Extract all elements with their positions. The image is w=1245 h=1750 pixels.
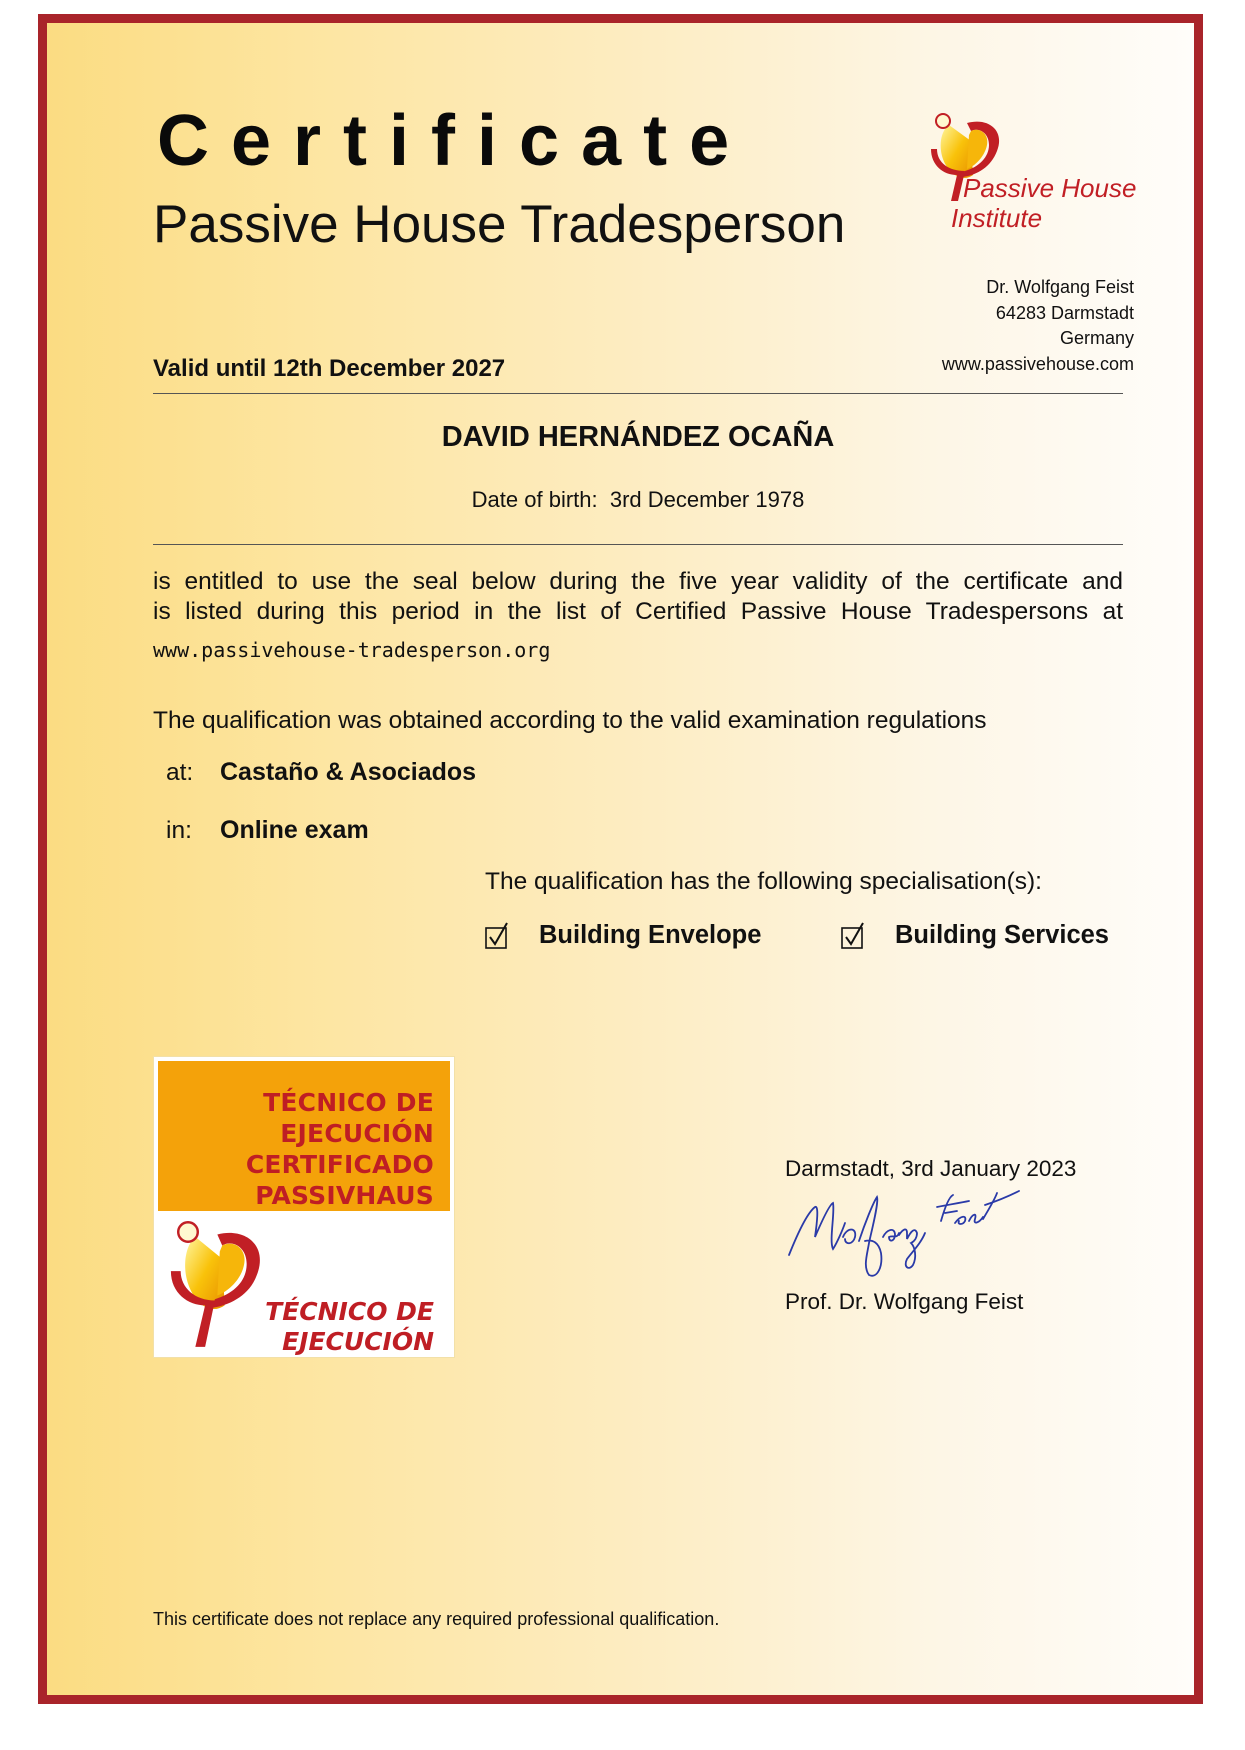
entitlement-line-2: is listed during this period in the list of Certified Passive House Tradespersons at — [153, 598, 1123, 625]
specialisation-label: Building Envelope — [539, 921, 762, 949]
specialisation-intro: The qualification has the following specialisation(s): — [485, 868, 1042, 895]
seal-bottom-line2: EJECUCIÓN — [282, 1327, 434, 1356]
seal-logo-icon — [166, 1217, 276, 1357]
seal-header-text — [158, 1087, 434, 1211]
certificate-page — [38, 14, 1203, 1704]
tradesperson-seal — [154, 1057, 454, 1357]
seal-header — [158, 1061, 450, 1211]
seal-title-line3: PASSIVHAUS — [255, 1181, 434, 1210]
issuer-name: Dr. Wolfgang Feist — [986, 277, 1134, 297]
checkbox-checked-icon — [841, 922, 867, 950]
specialisation-building-envelope — [485, 921, 761, 950]
place-and-date: Darmstadt, 3rd January 2023 — [785, 1156, 1077, 1181]
certificate-subtitle: Passive House Tradesperson — [153, 195, 846, 254]
signer-name: Prof. Dr. Wolfgang Feist — [785, 1289, 1024, 1314]
issuer-city: 64283 Darmstadt — [995, 302, 1134, 323]
logo-text-line2: Institute — [951, 203, 1043, 233]
footer-disclaimer: This certificate does not replace any required professional qualification. — [153, 1609, 720, 1629]
in-label: in: — [166, 817, 192, 844]
seal-footer-text — [265, 1297, 434, 1357]
holder-name: DAVID HERNÁNDEZ OCAÑA — [441, 421, 835, 453]
registry-url: www.passivehouse-tradesperson.org — [153, 638, 551, 662]
at-label: at: — [166, 759, 194, 786]
divider-middle — [153, 544, 1123, 545]
checkbox-checked-icon — [485, 922, 511, 950]
dob-value: 3rd December 1978 — [609, 487, 805, 512]
logo-text-line1: Passive House — [963, 173, 1137, 203]
issuer-website: www.passivehouse.com — [941, 353, 1134, 374]
passive-house-institute-logo — [927, 113, 1167, 243]
qualification-statement: The qualification was obtained according to the valid examination regulations — [153, 707, 987, 734]
exam-provider: Castaño & Asociados — [220, 758, 477, 786]
dob-label: Date of birth: — [471, 487, 598, 512]
entitlement-line-1: is entitled to use the seal below during the five year validity of the certificate and — [153, 568, 1123, 595]
exam-type: Online exam — [220, 816, 369, 844]
certificate-title: Certificate — [157, 101, 752, 181]
seal-title-line1: TÉCNICO DE EJECUCIÓN — [263, 1088, 434, 1148]
handwritten-signature — [785, 1183, 1035, 1283]
valid-until: Valid until 12th December 2027 — [153, 355, 506, 382]
specialisation-label: Building Services — [895, 921, 1109, 949]
specialisation-building-services — [841, 921, 1109, 950]
issuer-address — [942, 275, 1134, 377]
seal-bottom-line1: TÉCNICO DE — [265, 1297, 434, 1326]
issuer-country: Germany — [1059, 328, 1134, 348]
date-of-birth — [153, 487, 1123, 513]
seal-title-line2: CERTIFICADO — [245, 1150, 434, 1179]
divider-top — [153, 393, 1123, 394]
